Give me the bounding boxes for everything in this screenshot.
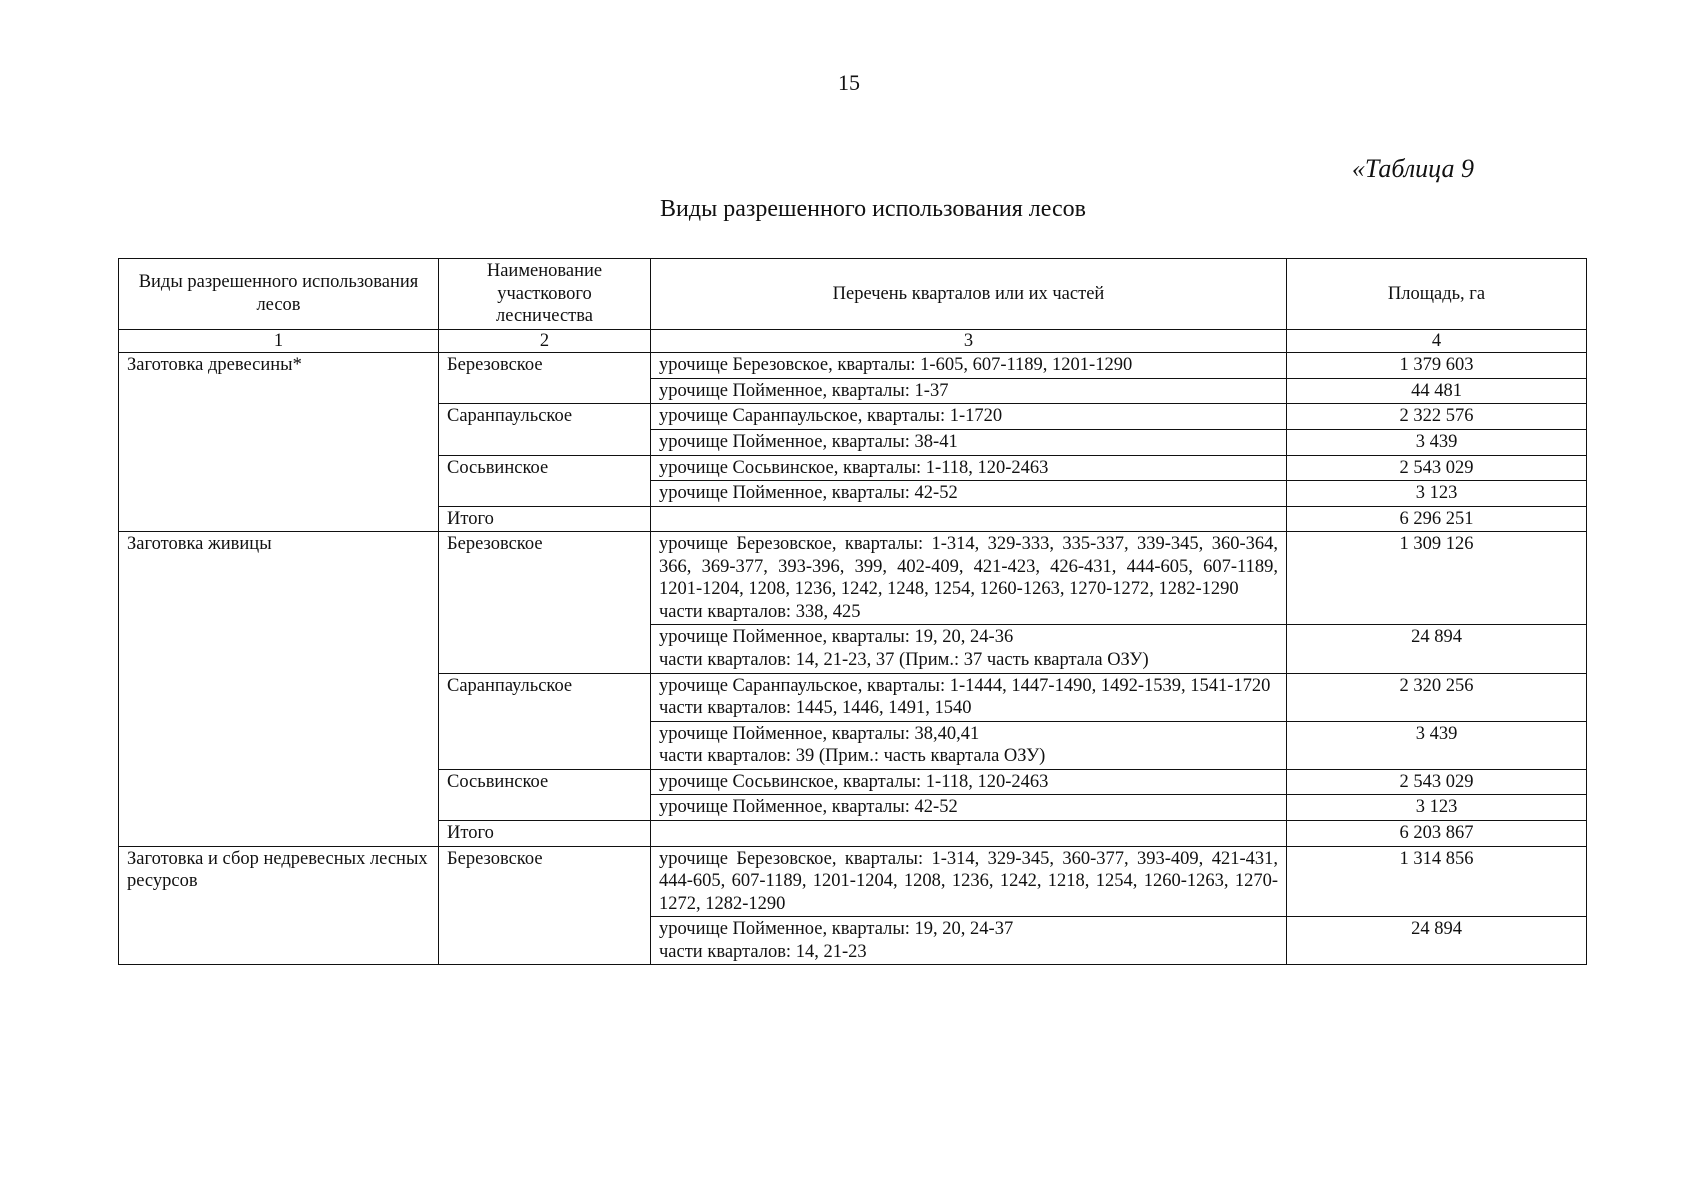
area-cell: 24 894: [1287, 625, 1587, 673]
quarters-line: урочище Саранпаульское, кварталы: 1-1720: [659, 406, 1003, 427]
quarters-line: части кварталов: 1445, 1446, 1491, 1540: [659, 698, 972, 719]
use-kind-cell: Заготовка древесины*: [119, 353, 439, 532]
quarters-cell: [651, 795, 1287, 821]
quarters-line: урочище Саранпаульское, кварталы: 1-1444, 1447-1490, 1492-1539, 1541-1720: [659, 675, 1271, 696]
column-number: 4: [1287, 329, 1587, 353]
quarters-line: урочище Пойменное, кварталы: 38-41: [659, 431, 958, 452]
quarters-cell: [651, 455, 1287, 481]
area-cell: 1 379 603: [1287, 353, 1587, 379]
table-row: [119, 353, 1587, 379]
forestry-name-cell: Саранпаульское: [439, 404, 651, 455]
total-label: Итого: [439, 506, 651, 532]
quarters-line: части кварталов: 338, 425: [659, 601, 861, 622]
quarters-line: урочище Сосьвинское, кварталы: 1-118, 120-2463: [659, 457, 1049, 478]
quarters-line: урочище Пойменное, кварталы: 19, 20, 24-36: [659, 627, 1014, 648]
total-empty: [651, 820, 1287, 846]
quarters-line: урочище Березовское, кварталы: 1-314, 329-345, 360-377, 393-409, 421-431, 444-605, 607-1189, 1201-1204, 1208, 1236, 1242, 1218, 1254, 1260-1263, 1270-1272, 1282-1290: [659, 848, 1278, 914]
quarters-line: части кварталов: 14, 21-23: [659, 941, 867, 962]
total-value: 6 203 867: [1287, 820, 1587, 846]
quarters-cell: [651, 721, 1287, 769]
forestry-name-cell: Сосьвинское: [439, 769, 651, 820]
table-reference: «Таблица 9: [1351, 154, 1474, 183]
table-row: [119, 846, 1587, 917]
column-number-row: [119, 329, 1587, 353]
quarters-line: части кварталов: 14, 21-23, 37 (Прим.: 37 часть квартала ОЗУ): [659, 650, 1149, 670]
quarters-line: урочище Пойменное, кварталы: 42-52: [659, 483, 958, 504]
column-number: 2: [439, 329, 651, 353]
quarters-line: урочище Пойменное, кварталы: 1-37: [659, 380, 949, 401]
column-number: 1: [119, 329, 439, 353]
quarters-line: урочище Сосьвинское, кварталы: 1-118, 120-2463: [659, 771, 1049, 792]
header-row: [119, 259, 1587, 330]
quarters-cell: [651, 769, 1287, 795]
forestry-name-cell: Березовское: [439, 353, 651, 404]
header-quarters: Перечень кварталов или их частей: [651, 259, 1287, 330]
area-cell: 24 894: [1287, 917, 1587, 965]
total-value: 6 296 251: [1287, 506, 1587, 532]
use-kind-cell: Заготовка и сбор недревесных лесных ресурсов: [119, 846, 439, 965]
forestry-name-cell: Сосьвинское: [439, 455, 651, 506]
area-cell: 3 439: [1287, 429, 1587, 455]
area-cell: 1 314 856: [1287, 846, 1587, 917]
forestry-name-cell: Березовское: [439, 846, 651, 965]
quarters-cell: [651, 481, 1287, 507]
quarters-line: урочище Пойменное, кварталы: 38,40,41: [659, 723, 980, 744]
area-cell: 3 123: [1287, 481, 1587, 507]
quarters-cell: [651, 846, 1287, 917]
quarters-line: части кварталов: 39 (Прим.: часть квартала ОЗУ): [659, 746, 1046, 767]
forestry-name-cell: Саранпаульское: [439, 673, 651, 769]
area-cell: 2 543 029: [1287, 455, 1587, 481]
area-cell: 3 123: [1287, 795, 1587, 821]
total-label: Итого: [439, 820, 651, 846]
area-cell: 2 322 576: [1287, 404, 1587, 430]
forestry-name-cell: Березовское: [439, 532, 651, 673]
document-title: Виды разрешенного использования лесов: [660, 196, 1086, 222]
forest-use-table: [118, 258, 1587, 965]
quarters-line: урочище Березовское, кварталы: 1-605, 607-1189, 1201-1290: [659, 355, 1133, 376]
quarters-line: урочище Березовское, кварталы: 1-314, 329-333, 335-337, 339-345, 360-364, 366, 369-377, 393-396, 399, 402-409, 421-423, 426-431, 444-605, 607-1189, 1201-1204, 1208, 1236, 1242, 1248, 1254, 1260-1263, 1270-1272, 1282-1290: [659, 534, 1278, 600]
quarters-cell: [651, 353, 1287, 379]
quarters-line: урочище Пойменное, кварталы: 42-52: [659, 797, 958, 818]
quarters-cell: [651, 532, 1287, 625]
quarters-cell: [651, 378, 1287, 404]
use-kind-cell: Заготовка живицы: [119, 532, 439, 846]
area-cell: 1 309 126: [1287, 532, 1587, 625]
header-forestry: Наименование участкового лесничества: [439, 259, 651, 330]
quarters-cell: [651, 429, 1287, 455]
header-kind: Виды разрешенного использования лесов: [119, 259, 439, 330]
page-number: 15: [838, 70, 860, 95]
quarters-cell: [651, 404, 1287, 430]
table-row: [119, 532, 1587, 625]
area-cell: 2 320 256: [1287, 673, 1587, 721]
table-body: [119, 353, 1587, 965]
column-number: 3: [651, 329, 1287, 353]
area-cell: 44 481: [1287, 378, 1587, 404]
quarters-line: урочище Пойменное, кварталы: 19, 20, 24-37: [659, 919, 1014, 940]
quarters-cell: [651, 917, 1287, 965]
quarters-cell: [651, 673, 1287, 721]
total-empty: [651, 506, 1287, 532]
area-cell: 3 439: [1287, 721, 1587, 769]
area-cell: 2 543 029: [1287, 769, 1587, 795]
header-area: Площадь, га: [1287, 259, 1587, 330]
quarters-cell: [651, 625, 1287, 673]
